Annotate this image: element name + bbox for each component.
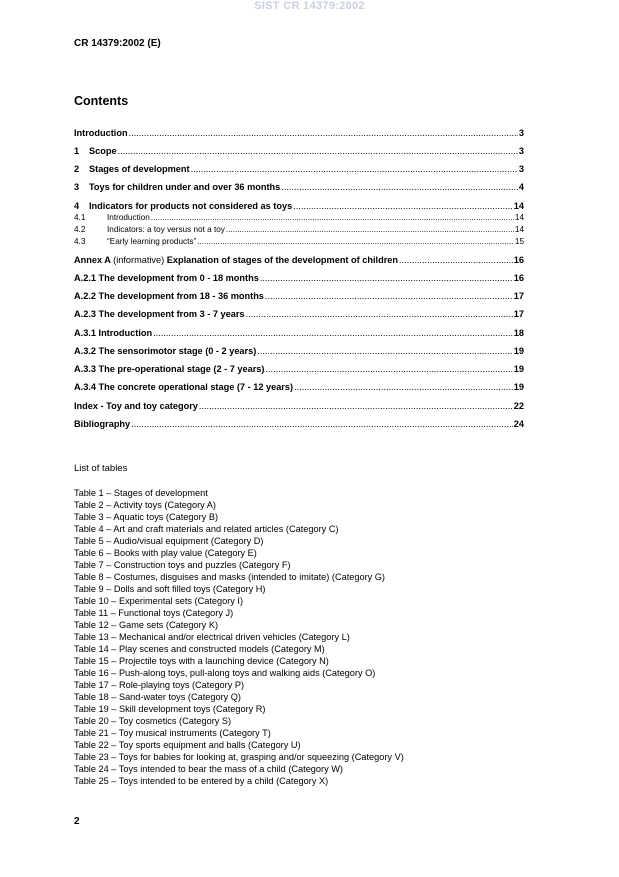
toc-entry-title: A.2.1 The development from 0 - 18 months	[74, 273, 259, 283]
toc-entry-stages[interactable]	[74, 163, 524, 175]
toc-entry-a-2-2[interactable]	[74, 290, 524, 302]
toc-entry-page: 17	[513, 309, 524, 319]
toc-entry-number: 4.1	[74, 213, 86, 222]
table-list-item: Table 4 – Art and craft materials and related articles (Category C)	[74, 523, 339, 534]
table-list-item: Table 1 – Stages of development	[74, 488, 208, 498]
toc-leader	[118, 145, 518, 157]
toc-entry-page: 3	[518, 128, 524, 138]
toc-entry-a-3-3[interactable]	[74, 363, 524, 375]
toc-entry-page: 14	[513, 201, 524, 211]
table-list-item: Table 8 – Costumes, disguises and masks (intended to imitate) (Category G)	[74, 571, 385, 582]
toc-entry-number: 4.2	[74, 225, 86, 234]
table-list-item: Table 11 – Functional toys (Category J)	[74, 607, 234, 618]
toc-entry-title: A.3.4 The concrete operational stage (7 - 12 years)	[74, 382, 294, 392]
toc-leader	[226, 225, 514, 235]
toc-leader	[281, 181, 518, 193]
toc-leader	[257, 345, 512, 357]
table-list-item: Table 13 – Mechanical and/or electrical driven vehicles (Category L)	[74, 631, 350, 642]
toc-entry-title: “Early learning products”	[107, 237, 197, 246]
toc-entry-page: 3	[518, 164, 524, 174]
list-of-tables-heading: List of tables	[74, 463, 128, 474]
toc-leader	[191, 163, 518, 175]
table-list-item: Table 10 – Experimental sets (Category I)	[74, 595, 244, 606]
toc-entry-introduction[interactable]	[74, 127, 524, 139]
toc-entry-page: 3	[518, 146, 524, 156]
toc-entry-a-3-4[interactable]	[74, 381, 524, 393]
toc-entry-indicators[interactable]	[74, 200, 524, 212]
toc-entry-page: 19	[513, 364, 524, 374]
toc-leader	[197, 237, 514, 247]
toc-entry-number: 1	[74, 146, 80, 156]
toc-entry-page: 18	[513, 328, 524, 338]
toc-leader	[293, 200, 513, 212]
document-id: CR 14379:2002 (E)	[74, 38, 161, 49]
annex-title: Explanation of stages of the development of children	[164, 255, 399, 265]
toc-entry-number: 2	[74, 164, 80, 174]
toc-entry-page: 22	[513, 401, 524, 411]
toc-leader	[131, 418, 513, 430]
toc-entry-page: 16	[513, 273, 524, 283]
toc-entry-number: 4	[74, 201, 80, 211]
toc-leader	[153, 327, 513, 339]
toc-leader	[151, 213, 514, 223]
toc-leader	[260, 272, 513, 284]
table-list-item: Table 6 – Books with play value (Category E)	[74, 547, 257, 558]
toc-entry-page: 19	[513, 346, 524, 356]
toc-entry-title: Scope	[89, 146, 117, 156]
toc-leader	[246, 308, 513, 320]
toc-entry-a-3-2[interactable]	[74, 345, 524, 357]
toc-entry-title: A.3.1 Introduction	[74, 328, 153, 338]
toc-entry-toys-36-months[interactable]	[74, 181, 524, 193]
toc-entry-4-3[interactable]	[74, 237, 524, 247]
table-list-item: Table 7 – Construction toys and puzzles (Category F)	[74, 559, 291, 570]
table-list-item: Table 3 – Aquatic toys (Category B)	[74, 511, 219, 522]
list-of-tables	[74, 488, 534, 788]
toc-entry-title: A.3.2 The sensorimotor stage (0 - 2 years)	[74, 346, 257, 356]
toc-entry-title: Bibliography	[74, 419, 131, 429]
table-list-item: Table 17 – Role-playing toys (Category P)	[74, 679, 245, 690]
toc-entry-page: 14	[514, 225, 524, 234]
page-number: 2	[74, 816, 80, 827]
toc-entry-a-2-1[interactable]	[74, 272, 524, 284]
table-list-item: Table 12 – Game sets (Category K)	[74, 619, 219, 630]
table-list-item: Table 20 – Toy cosmetics (Category S)	[74, 715, 232, 726]
table-list-item: Table 5 – Audio/visual equipment (Category D)	[74, 535, 264, 546]
toc-entry-title	[74, 254, 398, 266]
toc-entry-number: 4.3	[74, 237, 86, 246]
toc-leader	[199, 400, 513, 412]
table-list-item: Table 15 – Projectile toys with a launching device (Category N)	[74, 655, 329, 666]
toc-entry-index[interactable]	[74, 400, 524, 412]
table-list-item: Table 24 – Toys intended to bear the mass of a child (Category W)	[74, 763, 343, 774]
toc-entry-page: 4	[518, 182, 524, 192]
toc-leader	[129, 127, 518, 139]
annex-informative: (informative)	[113, 255, 165, 265]
toc-entry-title: Indicators: a toy versus not a toy	[107, 225, 225, 234]
annex-label: Annex A	[74, 255, 114, 265]
toc-entry-4-2[interactable]	[74, 225, 524, 235]
table-list-item: Table 21 – Toy musical instruments (Category T)	[74, 727, 271, 738]
toc-entry-a-3-1[interactable]	[74, 327, 524, 339]
toc-leader	[265, 363, 512, 375]
toc-entry-title: Toys for children under and over 36 months	[89, 182, 281, 192]
toc-entry-title: A.2.3 The development from 3 - 7 years	[74, 309, 245, 319]
toc-entry-page: 15	[514, 237, 524, 246]
table-list-item: Table 18 – Sand-water toys (Category Q)	[74, 691, 241, 702]
table-list-item: Table 22 – Toy sports equipment and balls (Category U)	[74, 739, 301, 750]
toc-entry-scope[interactable]	[74, 145, 524, 157]
table-list-item: Table 23 – Toys for babies for looking at, grasping and/or squeezing (Category V)	[74, 751, 404, 762]
toc-entry-4-1[interactable]	[74, 213, 524, 223]
toc-leader	[294, 381, 513, 393]
table-list-item: Table 25 – Toys intended to be entered by a child (Category X)	[74, 775, 329, 786]
toc-leader	[399, 254, 513, 266]
contents-heading: Contents	[74, 94, 129, 108]
toc-entry-page: 24	[513, 419, 524, 429]
table-list-item: Table 14 – Play scenes and constructed models (Category M)	[74, 643, 325, 654]
table-list-item: Table 9 – Dolls and soft filled toys (Category H)	[74, 583, 266, 594]
toc-entry-annex-a[interactable]	[74, 254, 524, 266]
toc-entry-page: 17	[513, 291, 524, 301]
toc-entry-number: 3	[74, 182, 80, 192]
toc-entry-title: Introduction	[107, 213, 150, 222]
toc-entry-title: Index - Toy and toy category	[74, 401, 198, 411]
toc-entry-page: 14	[514, 213, 524, 222]
toc-entry-title: Introduction	[74, 128, 128, 138]
toc-entry-page: 19	[513, 382, 524, 392]
toc-entry-title: A.2.2 The development from 18 - 36 months	[74, 291, 264, 301]
toc-entry-title: Indicators for products not considered as toys	[89, 201, 293, 211]
toc-entry-page: 16	[513, 255, 524, 265]
table-list-item: Table 19 – Skill development toys (Category R)	[74, 703, 266, 714]
watermark: SIST CR 14379:2002	[254, 0, 365, 12]
toc-entry-a-2-3[interactable]	[74, 308, 524, 320]
toc-entry-title: Stages of development	[89, 164, 190, 174]
toc-entry-title: A.3.3 The pre-operational stage (2 - 7 years)	[74, 364, 265, 374]
toc-leader	[265, 290, 513, 302]
table-list-item: Table 2 – Activity toys (Category A)	[74, 499, 216, 510]
toc-entry-bibliography[interactable]	[74, 418, 524, 430]
table-list-item: Table 16 – Push-along toys, pull-along toys and walking aids (Category O)	[74, 667, 376, 678]
